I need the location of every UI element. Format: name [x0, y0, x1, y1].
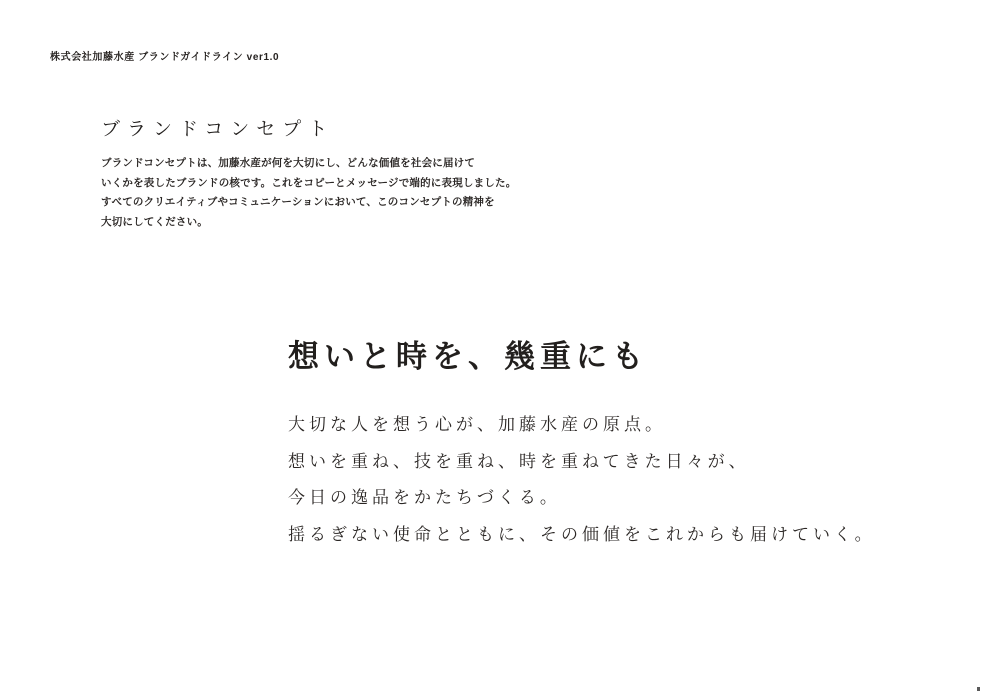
description-line: いくかを表したブランドの核です。これをコピーとメッセージで端的に表現しました。 [101, 176, 517, 189]
statement-body-line: 想いを重ね、技を重ね、時を重ねてきた日々が、 [288, 451, 750, 471]
page-corner-mark [977, 687, 980, 691]
document-header: 株式会社加藤水産 ブランドガイドライン ver1.0 [50, 52, 280, 63]
statement-body-line: 今日の逸品をかたちづくる。 [288, 488, 561, 507]
brand-statement-headline: 想いと時を、幾重にも [288, 339, 648, 374]
brand-statement [288, 331, 876, 553]
brand-statement-body [288, 407, 876, 553]
statement-body-line: 大切な人を想う心が、加藤水産の原点。 [288, 415, 666, 434]
description-line: すべてのクリエイティブやコミュニケーションにおいて、このコンセプトの精神を [101, 196, 495, 208]
statement-body-line: 揺るぎない使命とともに、その価値をこれからも届けていく。 [288, 524, 876, 544]
description-line: 大切にしてください。 [101, 215, 208, 228]
section-description [101, 154, 516, 232]
section-title: ブランドコンセプト [101, 119, 335, 140]
description-line: ブランドコンセプトは、加藤水産が何を大切にし、どんな価値を社会に届けて [101, 157, 476, 169]
concept-section [101, 114, 516, 232]
